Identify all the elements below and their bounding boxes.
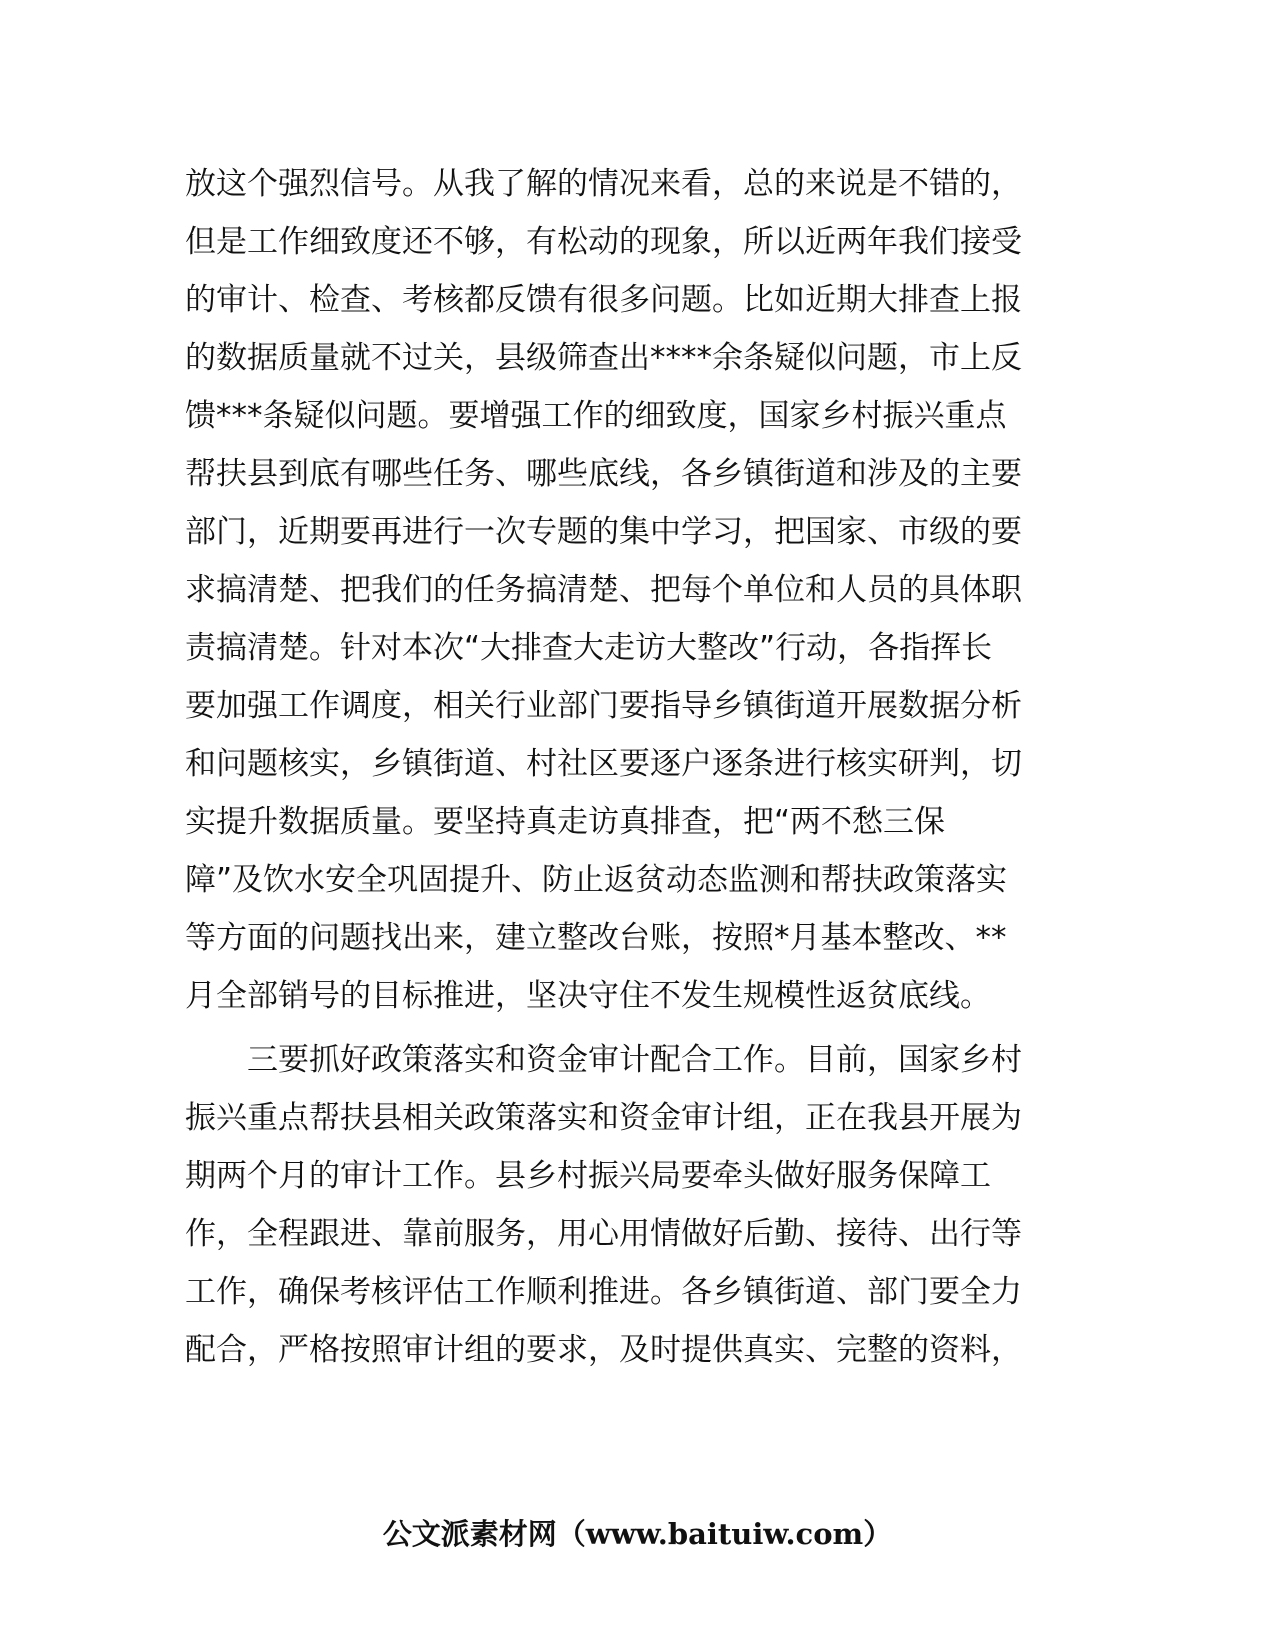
text-line: 放这个强烈信号。从我了解的情况来看，总的来说是不错的， xyxy=(185,166,1022,202)
text-line: 的数据质量就不过关，县级筛查出****余条疑似问题，市上反 xyxy=(185,340,1022,376)
text-line: 等方面的问题找出来，建立整改台账，按照*月基本整改、** xyxy=(185,920,1007,956)
text-line: 振兴重点帮扶县相关政策落实和资金审计组，正在我县开展为 xyxy=(185,1100,1022,1136)
text-line: 配合，严格按照审计组的要求，及时提供真实、完整的资料， xyxy=(185,1332,1022,1368)
text-line: 但是工作细致度还不够，有松动的现象，所以近两年我们接受 xyxy=(185,224,1022,260)
text-line: 月全部销号的目标推进，坚决守住不发生规模性返贫底线。 xyxy=(185,978,991,1014)
text-line: 工作，确保考核评估工作顺利推进。各乡镇街道、部门要全力 xyxy=(185,1274,1022,1310)
document-body xyxy=(185,155,1085,1379)
text-line: 部门，近期要再进行一次专题的集中学习，把国家、市级的要 xyxy=(185,514,1022,550)
text-line: 障”及饮水安全巩固提升、防止返贫动态监测和帮扶政策落实 xyxy=(185,862,1008,898)
text-line: 帮扶县到底有哪些任务、哪些底线，各乡镇街道和涉及的主要 xyxy=(185,456,1022,492)
page-footer: 公文派素材网（www.baituiw.com） xyxy=(382,1517,893,1551)
text-line: 的审计、检查、考核都反馈有很多问题。比如近期大排查上报 xyxy=(185,282,1022,318)
text-line: 要加强工作调度，相关行业部门要指导乡镇街道开展数据分析 xyxy=(185,688,1022,724)
text-line: 求搞清楚、把我们的任务搞清楚、把每个单位和人员的具体职 xyxy=(185,572,1022,608)
text-line: 和问题核实，乡镇街道、村社区要逐户逐条进行核实研判，切 xyxy=(185,746,1022,782)
text-line: 三要抓好政策落实和资金审计配合工作。目前，国家乡村 xyxy=(185,1042,1022,1078)
text-line: 作，全程跟进、靠前服务，用心用情做好后勤、接待、出行等 xyxy=(185,1216,1022,1252)
text-line: 实提升数据质量。要坚持真走访真排查，把“两不愁三保 xyxy=(185,804,946,840)
text-line: 馈***条疑似问题。要增强工作的细致度，国家乡村振兴重点 xyxy=(185,398,1007,434)
text-line: 期两个月的审计工作。县乡村振兴局要牵头做好服务保障工 xyxy=(185,1158,991,1194)
text-line: 责搞清楚。针对本次“大排查大走访大整改”行动，各指挥长 xyxy=(185,630,993,666)
